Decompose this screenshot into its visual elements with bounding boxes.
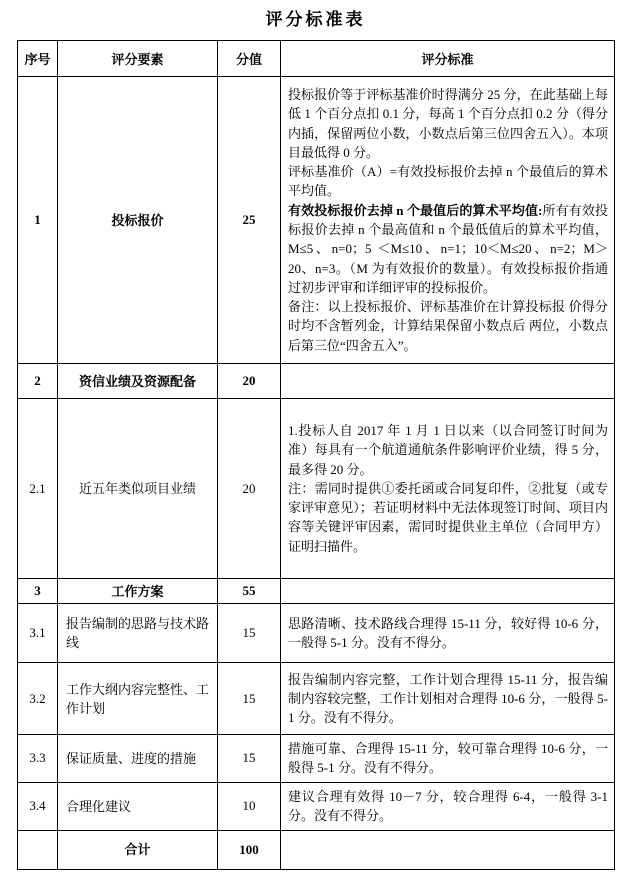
cell-factor: 近五年类似项目业绩 (58, 399, 218, 579)
cell-score: 15 (218, 735, 281, 783)
cell-factor: 报告编制的思路与技术路线 (58, 604, 218, 663)
table-header-row (18, 41, 615, 77)
criteria-paragraph: 投标报价等于评标基准价时得满分 25 分，在此基础上每低 1 个百分点扣 0.1 分，每高 1 个百分点扣 0.2 分（得分内插，保留两位小数，小数点后第三位四舍五入）。本项目最低得 0 分。 (288, 86, 608, 160)
cell-criteria (281, 399, 615, 579)
scoring-table (17, 40, 615, 870)
header-score: 分值 (218, 41, 281, 77)
table-row-2-1 (18, 399, 615, 579)
cell-criteria (281, 830, 615, 869)
cell-factor: 资信业绩及资源配备 (58, 364, 218, 399)
cell-score: 15 (218, 663, 281, 735)
cell-score: 25 (218, 77, 281, 364)
page-title: 评分标准表 (265, 10, 366, 29)
cell-score: 15 (218, 604, 281, 663)
cell-factor: 保证质量、进度的措施 (58, 735, 218, 783)
criteria-paragraph: 评标基准价（A）=有效投标报价去掉 n 个最值后的算术平均值。 (288, 164, 608, 199)
cell-no: 2.1 (18, 399, 58, 579)
cell-criteria (281, 579, 615, 604)
table-row-total (18, 830, 615, 869)
cell-no: 3.3 (18, 735, 58, 783)
cell-criteria: 思路清晰、技术路线合理得 15-11 分，较好得 10-6 分，一般得 5-1 分。没有不得分。 (281, 604, 615, 663)
cell-no: 3.2 (18, 663, 58, 735)
cell-criteria: 报告编制内容完整，工作计划合理得 15-11 分，报告编制内容较完整，工作计划相对合理得 10-6 分，一般得 5-1 分。没有不得分。 (281, 663, 615, 735)
table-row-3 (18, 579, 615, 604)
criteria-paragraph: 备注：以上投标报价、评标基准价在计算投标报 价得分时均不含暂列金，计算结果保留小数点后 两位，小数点后第三位“四舍五入”。 (288, 299, 608, 353)
cell-criteria: 措施可靠、合理得 15-11 分，较可靠合理得 10-6 分，一般得 5-1 分。没有不得分。 (281, 735, 615, 783)
cell-no (18, 830, 58, 869)
table-row-3-3 (18, 735, 615, 783)
cell-factor: 合计 (58, 830, 218, 869)
header-factor: 评分要素 (58, 41, 218, 77)
cell-no: 1 (18, 77, 58, 364)
table-row-3-4 (18, 782, 615, 830)
cell-criteria (281, 77, 615, 364)
criteria-paragraph (288, 201, 608, 297)
cell-factor: 工作方案 (58, 579, 218, 604)
cell-factor: 投标报价 (58, 77, 218, 364)
cell-criteria: 建议合理有效得 10－7 分，较合理得 6-4，一般得 3-1 分。没有不得分。 (281, 782, 615, 830)
table-row-3-2 (18, 663, 615, 735)
criteria-paragraph: 注：需同时提供①委托函或合同复印件，②批复（或专家评审意见）；若证明材料中无法体现签订时间、项目内容等关键评审因素，需同时提供业主单位（合同甲方）证明扫描件。 (288, 480, 608, 554)
cell-score: 20 (218, 399, 281, 579)
cell-factor: 合理化建议 (58, 782, 218, 830)
table-row-1 (18, 77, 615, 364)
table-row-2 (18, 364, 615, 399)
cell-score: 100 (218, 830, 281, 869)
cell-factor: 工作大纲内容完整性、工作计划 (58, 663, 218, 735)
header-criteria: 评分标准 (281, 41, 615, 77)
cell-score: 20 (218, 364, 281, 399)
criteria-text-run: 所有有效投标报价去掉 n 个最高值和 n 个最低值后的算术平均值，M≤5、n=0；5 ＜M≤10、n=1；10＜M≤20、n=2；M＞20、n=3。（M 为有效报价的数量）。有效投标报价指通过初步评审和详细评审的投标报价。 (288, 202, 608, 295)
cell-criteria (281, 364, 615, 399)
cell-score: 55 (218, 579, 281, 604)
cell-no: 3.1 (18, 604, 58, 663)
criteria-bold-run: 有效投标报价去掉 n 个最值后的算术平均值: (288, 202, 543, 218)
table-row-3-1 (18, 604, 615, 663)
cell-score: 10 (218, 782, 281, 830)
criteria-paragraph: 1.投标人自 2017 年 1 月 1 日以来（以合同签订时间为准）每具有一个航道通航条件影响评价业绩，得 5 分，最多得 20 分。 (288, 422, 608, 477)
cell-no: 3.4 (18, 782, 58, 830)
header-no: 序号 (18, 41, 58, 77)
cell-no: 3 (18, 579, 58, 604)
cell-no: 2 (18, 364, 58, 399)
